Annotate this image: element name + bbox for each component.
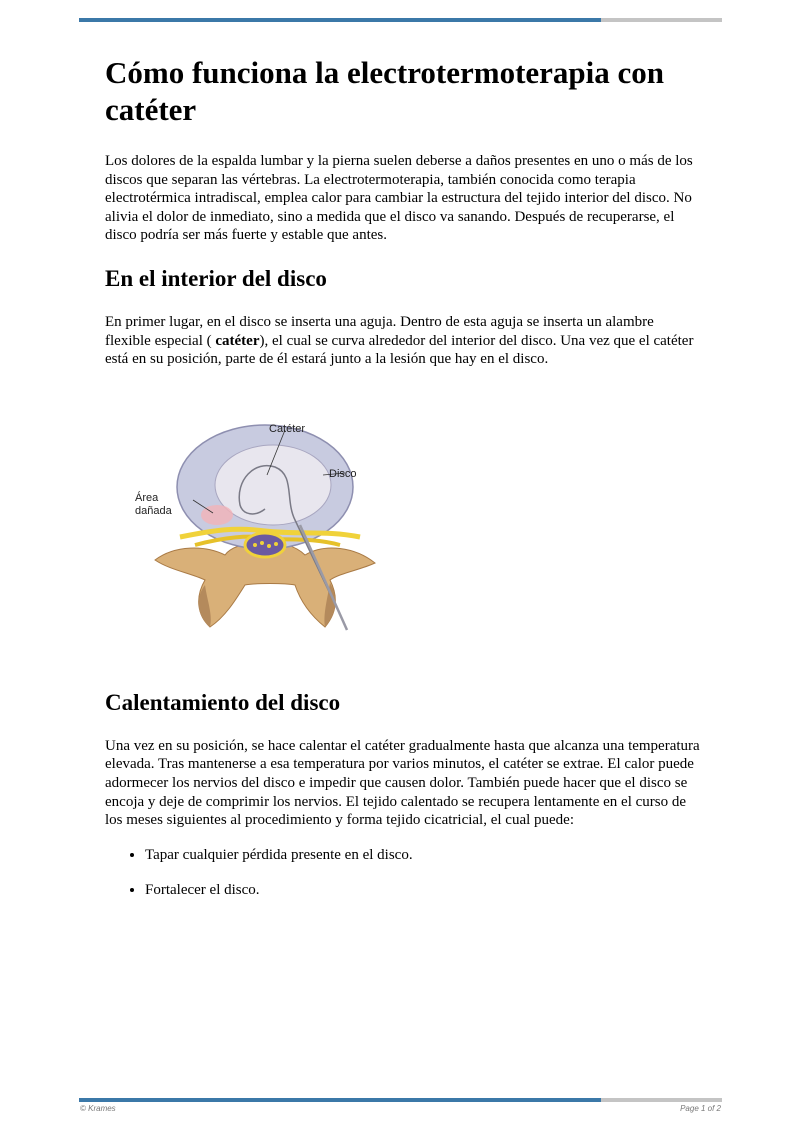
section-heading-calentamiento: Calentamiento del disco (105, 689, 341, 715)
page-title: Cómo funciona la electrotermoterapia con catéter (105, 55, 665, 127)
footer-copyright: © Krames (80, 1104, 116, 1113)
section-heading-interior: En el interior del disco (105, 265, 327, 291)
disc-illustration (135, 405, 395, 645)
document-body (105, 54, 700, 917)
benefit-list (105, 846, 700, 900)
intro-paragraph: Los dolores de la espalda lumbar y la pierna suelen deberse a daños presentes en uno o más de los discos que separan las vértebras. La electrotermoterapia, también conocida como terapia electrotérmica intradiscal, emplea calor para cambiar la estructura del tejido interior del disco. No alivia el dolor de inmediato, sino a medida que el disco va sanando. Después de recuperarse, el disco podría ser más fuerte y estable que antes. (105, 153, 693, 244)
label-area: Área (135, 491, 159, 504)
footer-page-number: Page 1 of 2 (680, 1104, 721, 1113)
label-disco: Disco (329, 467, 357, 480)
section-paragraph-calentamiento: Una vez en su posición, se hace calentar el catéter gradualmente hasta que alcanza una temperatura elevada. Tras mantenerse a esa temperatura por varios minutos, el catéter se extrae. El calor puede adormecer los nervios del disco e impedir que causen dolor. También puede hacer que el disco se encoja y deje de comprimir los nervios. El tejido calentado se recupera lentamente en el curso de los meses siguientes al procedimiento y forma tejido cicatricial, el cual puede: (105, 737, 700, 829)
label-cateter: Catéter (269, 422, 306, 435)
bold-term: catéter (215, 332, 260, 349)
section-paragraph-interior: En primer lugar, en el disco se inserta una aguja. Dentro de esta aguja se inserta un alambre flexible especial ( catéter), el cual se curva alrededor del interior del disco. Una vez que el catéter está en su posición, parte de él estará junto a la lesión que hay en el disco. (105, 313, 694, 368)
footer-rule (79, 1098, 722, 1102)
list-item: • Fortalecer el disco. (145, 881, 700, 900)
top-rule (79, 18, 722, 22)
label-danada: dañada (135, 504, 172, 517)
list-item: • Tapar cualquier pérdida presente en el disco. (145, 846, 700, 865)
